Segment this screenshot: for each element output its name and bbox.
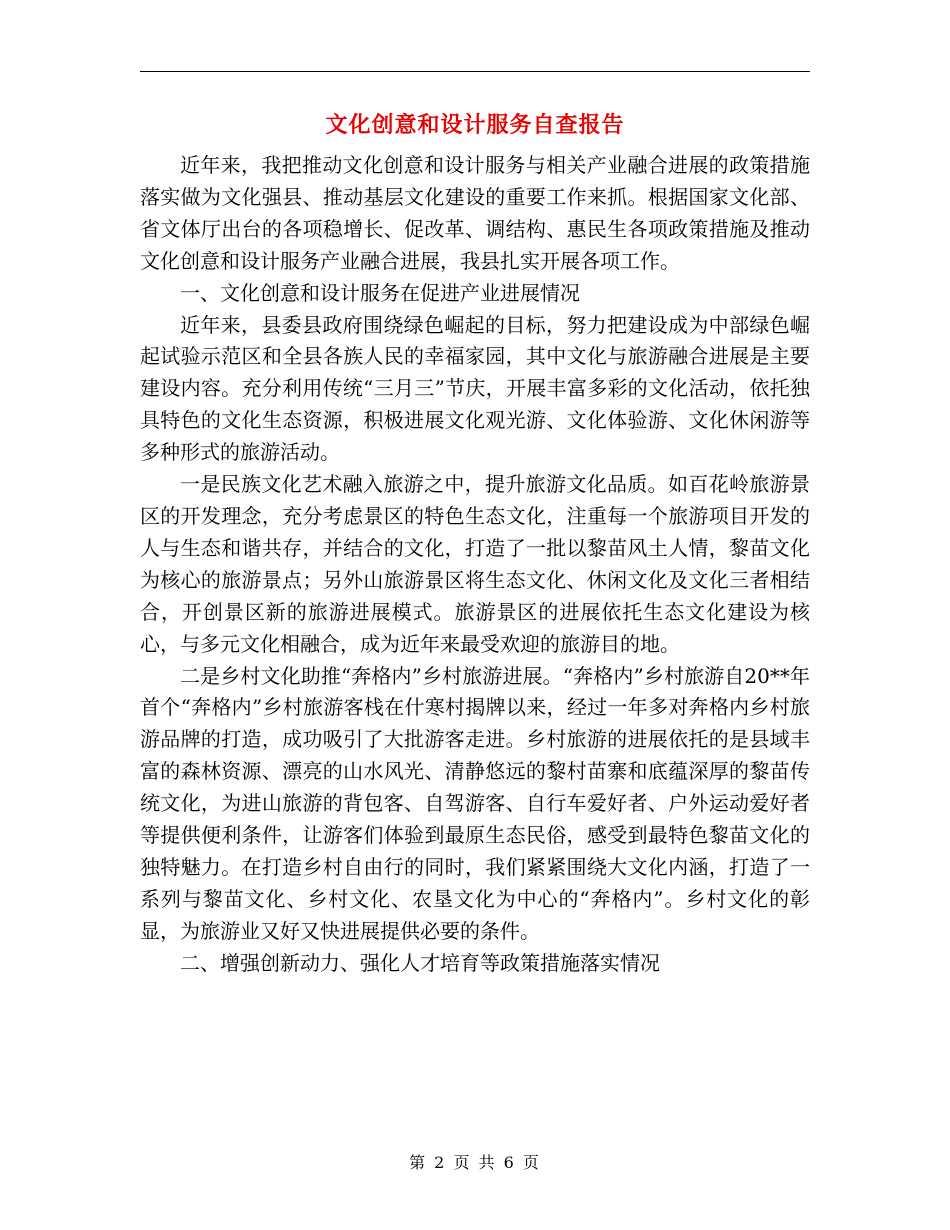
paragraph-point-1: 一是民族文化艺术融入旅游之中，提升旅游文化品质。如百花岭旅游景区的开发理念，充分考虑景区的特色生态文化，注重每一个旅游项目开发的人与生态和谐共存，并结合的文化，打造了一批以黎苗风土人情，黎苗文化为核心的旅游景点；另外山旅游景区将生态文化、休闲文化及文化三者相结合，开创景区新的旅游进展模式。旅游景区的进展依托生态文化建设为核心，与多元文化相融合，成为近年来最受欢迎的旅游目的地。 — [140, 472, 810, 656]
document-body — [140, 150, 810, 980]
document-title: 文化创意和设计服务自查报告 — [325, 112, 625, 138]
header-rule — [140, 71, 810, 72]
section-heading-1: 一、文化创意和设计服务在促进产业进展情况 — [180, 280, 580, 305]
paragraph-intro: 近年来，我把推动文化创意和设计服务与相关产业融合进展的政策措施落实做为文化强县、推动基层文化建设的重要工作来抓。根据国家文化部、省文体厅出台的各项稳增长、促改革、调结构、惠民生各项政策措施及推动文化创意和设计服务产业融合进展，我县扎实开展各项工作。 — [140, 153, 810, 273]
paragraph-point-2: 二是乡村文化助推“奔格内”乡村旅游进展。“奔格内”乡村旅游自20**年首个“奔格内”乡村旅游客栈在什寒村揭牌以来，经过一年多对奔格内乡村旅游品牌的打造，成功吸引了大批游客走进。乡村旅游的进展依托的是县域丰富的森林资源、漂亮的山水风光、清静悠远的黎村苗寨和底蕴深厚的黎苗传统文化，为进山旅游的背包客、自驾游客、自行车爱好者、户外运动爱好者等提供便利条件，让游客们体验到最原生态民俗，感受到最特色黎苗文化的独特魅力。在打造乡村自由行的同时，我们紧紧围绕大文化内涵，打造了一系列与黎苗文化、乡村文化、农垦文化为中心的“奔格内”。乡村文化的彰显，为旅游业又好又快进展提供必要的条件。 — [140, 663, 810, 943]
section-heading-2: 二、增强创新动力、强化人才培育等政策措施落实情况 — [180, 950, 660, 975]
paragraph-section-1: 近年来，县委县政府围绕绿色崛起的目标，努力把建设成为中部绿色崛起试验示范区和全县各族人民的幸福家园，其中文化与旅游融合进展是主要建设内容。充分利用传统“三月三”节庆，开展丰富多彩的文化活动，依托独具特色的文化生态资源，积极进展文化观光游、文化体验游、文化休闲游等多种形式的旅游活动。 — [140, 312, 810, 465]
page-footer: 第 2 页 共 6 页 — [409, 1153, 541, 1172]
